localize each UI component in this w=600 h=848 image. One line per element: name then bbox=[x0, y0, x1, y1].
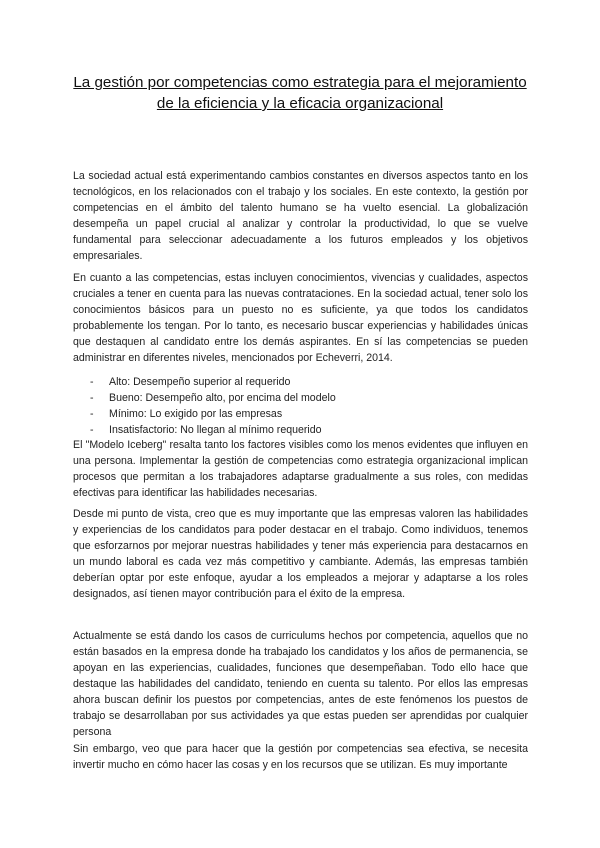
list-item-text: Alto: Desempeño superior al requerido bbox=[109, 376, 291, 388]
paragraph-conclusion: Sin embargo, veo que para hacer que la gestión por competencias sea efectiva, se necesita invertir mucho en cómo hacer las cosas y en los recursos que se utilizan. Es muy importante bbox=[73, 743, 528, 771]
paragraph-competencies: En cuanto a las competencias, estas incluyen conocimientos, vivencias y cualidades, aspectos cruciales a tener en cuenta para las nuevas contrataciones. En la sociedad actual, tener solo los conocimientos básicos para un puesto no es suficiente, ya que todos los candidatos probablemente los tengan. Por lo tanto, es necesario buscar experiencias y habilidades únicas que destaquen al candidato entre los demás aspirantes. En sí las competencias se pueden administrar en diferentes niveles, mencionados por Echeverri, 2014. bbox=[73, 272, 528, 364]
paragraph-opinion: Desde mi punto de vista, creo que es muy importante que las empresas valoren las habilidades y experiencias de los candidatos para poder destacar en el trabajo. Como individuos, tenemos que esforzarnos por mejorar nuestras habilidades y tener más experiencia para destacarnos en un mundo laboral es cada vez más competitivo y cambiante. Además, las empresas también deberían optar por este enfoque, ayudar a los empleados a mejorar y adaptarse a los roles designados, así tienen mayor contribución para el éxito de la empresa. bbox=[73, 508, 528, 600]
paragraph-curriculums: Actualmente se está dando los casos de curriculums hechos por competencia, aquellos que no están basados en la empresa donde ha trabajado los candidatos y los años de permanencia, se apoyan en las experiencias, cualidades, funciones que desempeñaban. Todo ello hace que destaque las habilidades del candidato, teniendo en cuenta su talento. Por ellos las empresas ahora buscan definir los puestos por competencias, antes de este fenómenos los puestos de trabajo se desarrollaban por sus actividades ya que estas pueden ser aprendidas por cualquier persona bbox=[73, 630, 528, 738]
document-title: La gestión por competencias como estrategia para el mejoramiento de la eficiencia y la eficacia organizacional bbox=[73, 74, 527, 112]
list-item bbox=[90, 374, 510, 390]
competency-levels-list bbox=[90, 374, 510, 438]
paragraph-iceberg-model: El "Modelo Iceberg" resalta tanto los factores visibles como los menos evidentes que influyen en una persona. Implementar la gestión de competencias como estrategia organizacional implican procesos que permitan a los trabajadores adaptarse gradualmente a sus roles, con medidas efectivas para identificar las habilidades necesarias. bbox=[73, 439, 528, 499]
list-item-text: Mínimo: Lo exigido por las empresas bbox=[109, 408, 283, 420]
list-bullet: - bbox=[90, 392, 94, 404]
list-item-text: Insatisfactorio: No llegan al mínimo requerido bbox=[109, 424, 322, 436]
list-bullet: - bbox=[90, 408, 94, 420]
list-item bbox=[90, 390, 510, 406]
paragraph-intro: La sociedad actual está experimentando cambios constantes en diversos aspectos tanto en los tecnológicos, en los relacionados con el trabajo y los sociales. En este contexto, la gestión por competencias en el ámbito del talento humano se ha vuelto esencial. La globalización desempeña un papel crucial al analizar y controlar la productividad, lo que se vuelve fundamental para seleccionar adecuadamente a los futuros empleados y los objetivos empresariales. bbox=[73, 170, 528, 262]
list-bullet: - bbox=[90, 424, 94, 436]
list-bullet: - bbox=[90, 376, 94, 388]
list-item bbox=[90, 406, 510, 422]
list-item bbox=[90, 422, 510, 438]
list-item-text: Bueno: Desempeño alto, por encima del modelo bbox=[109, 392, 336, 404]
